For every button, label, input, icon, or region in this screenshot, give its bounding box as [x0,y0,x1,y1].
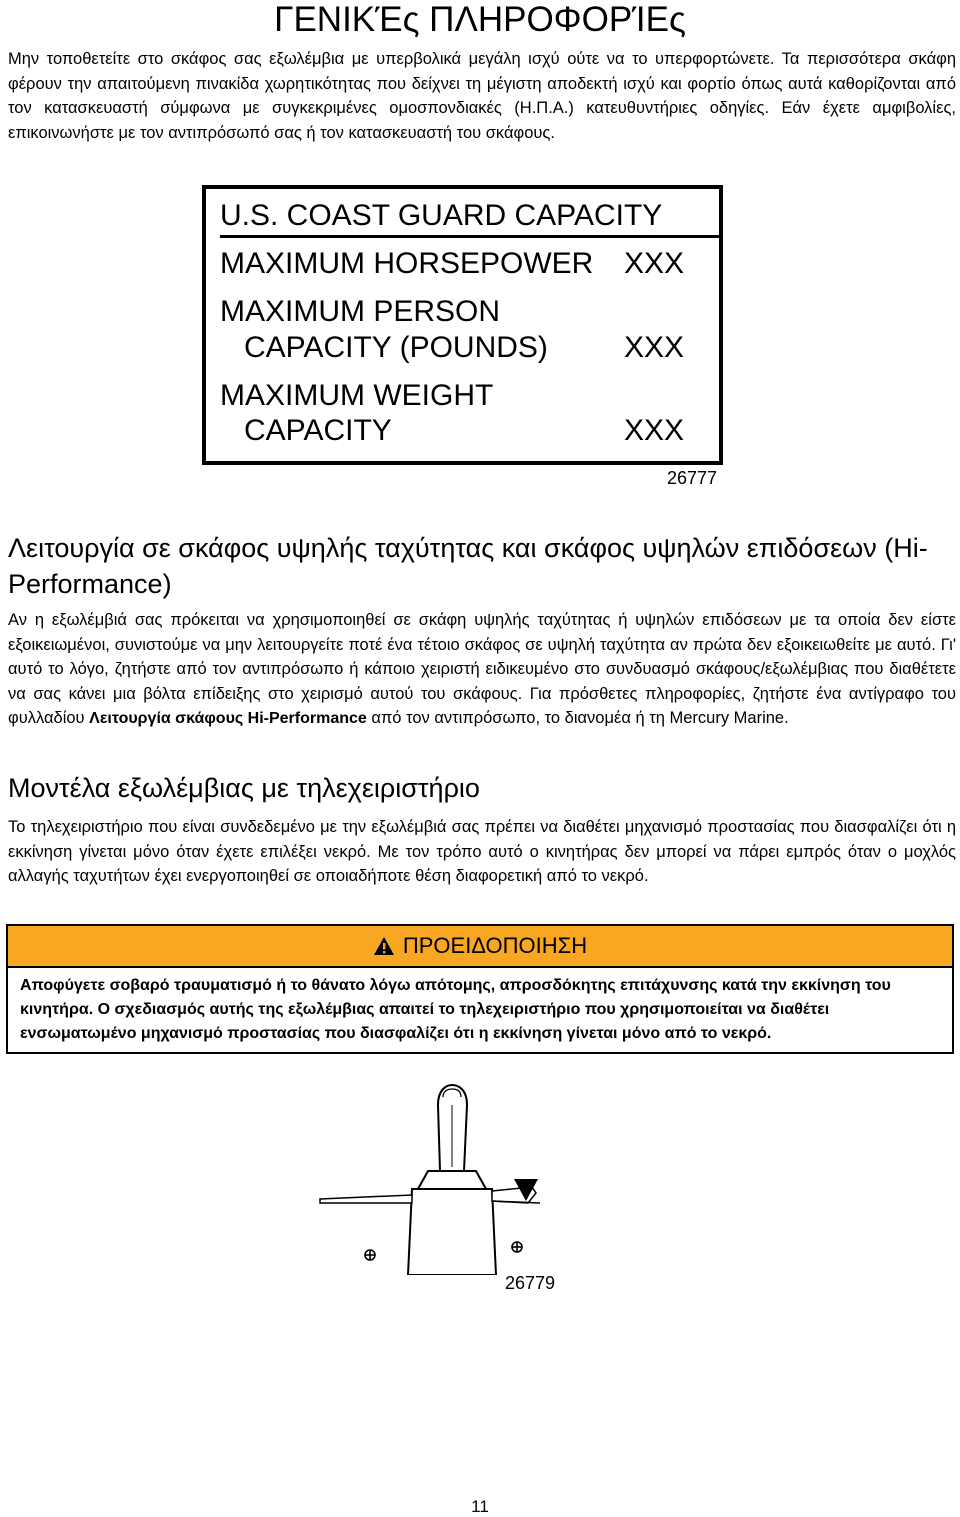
intro-paragraph: Μην τοποθετείτε στο σκάφος σας εξωλέμβια με υπερβολικά μεγάλη ισχύ ούτε να το υπερφορτώνετε. Τα περισσότερα σκάφη φέρουν την απαιτούμενη πινακίδα χωρητικότητας που δείχνει τη μέγιστη αποδεκτή ισχύ και φορτίο όπως αυτά καθορίζονται από τον κατασκευαστή σύμφωνα με συγκεκριμένες ομοσπονδιακές (Η.Π.Α.) κατευθυντήριες οδηγίες. Εάν έχετε αμφιβολίες, επικοινωνήστε με τον αντιπρόσωπό σας ή τον κατασκευαστή του σκάφους. [8,50,956,142]
warning-triangle-icon [373,936,395,956]
plate-weight-label-1: MAXIMUM WEIGHT [220,379,494,412]
plate-person-value: XXX [624,331,685,364]
plate-weight-label-2: CAPACITY [244,414,392,447]
hi-performance-text-before: Αν η εξωλέμβιά σας πρόκειται να χρησιμοποιηθεί σε σκάφη υψηλής ταχύτητας ή υψηλών επιδόσεων με τα οποία δεν είστε εξοικειωμένοι, συνιστούμε να μην λειτουργείτε ποτέ ένα τέτοιο σκάφος σε υψηλή ταχύτητα αν πρώτα δεν εξοικειωθείτε με αυτό. Γι' αυτό το λόγο, ζητήστε από τον αντιπρόσωπο ή κάποιο χειριστή ειδικευμένο στο συνδυασμό σκάφους/εξωλέμβιας που διαθέτετε να σας κάνει μια βόλτα επίδειξης στο χειρισμό αυτού του σκάφους. Για πρόσθετες πληροφορίες, ζητήστε ένα αντίγραφο του φυλλαδίου [8,611,956,727]
capacity-plate [202,185,723,465]
page-number: 11 [471,1497,489,1516]
plate-figure-number: 26777 [667,468,718,488]
remote-models-body: Το τηλεχειριστήριο που είναι συνδεδεμένο με την εξωλέμβιά σας πρέπει να διαθέτει μηχανισμό προστασίας που διασφαλίζει ότι η εκκίνηση γίνεται μόνο όταν έχετε επιλέξει νεκρό. Με τον τρόπο αυτό ο κινητήρας δεν μπορεί να πάρει εμπρός όταν ο μοχλός αλλαγής ταχυτήτων έχει ενεργοποιηθεί σε οποιαδήποτε θέση διαφορετική από το νεκρό. [8,818,956,885]
plate-hp-label: MAXIMUM HORSEPOWER [220,247,594,280]
plate-person-label-2: CAPACITY (POUNDS) [244,331,548,364]
plate-person-label-1: MAXIMUM PERSON [220,295,501,328]
screw-right-icon [510,1240,524,1254]
hi-performance-text-after: από τον αντιπρόσωπο, το διανομέα ή τη Mercury Marine. [366,709,789,727]
hi-performance-heading: Λειτουργία σε σκάφος υψηλής ταχύτητας και σκάφος υψηλών επιδόσεων (Hi-Performance) [8,533,928,599]
warning-label: ΠΡΟΕΙΔΟΠΟΙΗΣΗ [402,933,588,958]
hi-performance-booklet-title: Λειτουργία σκάφους Hi-Performance [89,710,367,727]
plate-header: U.S. COAST GUARD CAPACITY [220,199,663,232]
plate-weight-value: XXX [624,414,685,447]
remote-figure-number: 26779 [505,1273,556,1293]
warning-header [8,926,952,968]
plate-hp-value: XXX [624,247,685,280]
screw-left-icon [363,1248,377,1262]
page-title: ΓΕΝΙΚΈς ΠΛΗΡΟΦΟΡΊΕς [274,0,686,39]
warning-box [6,924,954,1054]
remote-control-lever-icon [300,1075,600,1275]
warning-text: Αποφύγετε σοβαρό τραυματισμό ή το θάνατο λόγω απότομης, απροσδόκητης επιτάχυνσης κατά την εκκίνηση του κινητήρα. Ο σχεδιασμός αυτής της εξωλέμβιας απαιτεί το τηλεχειριστήριο που χρησιμοποιείται να διαθέτει ενσωματωμένο μηχανισμό προστασίας που διασφαλίζει ότι η εκκίνηση γίνεται μόνο από το νεκρό. [20,977,891,1042]
remote-models-heading: Μοντέλα εξωλέμβιας με τηλεχειριστήριο [8,773,480,803]
hi-performance-body [8,608,956,732]
plate-header-rule [220,235,721,238]
